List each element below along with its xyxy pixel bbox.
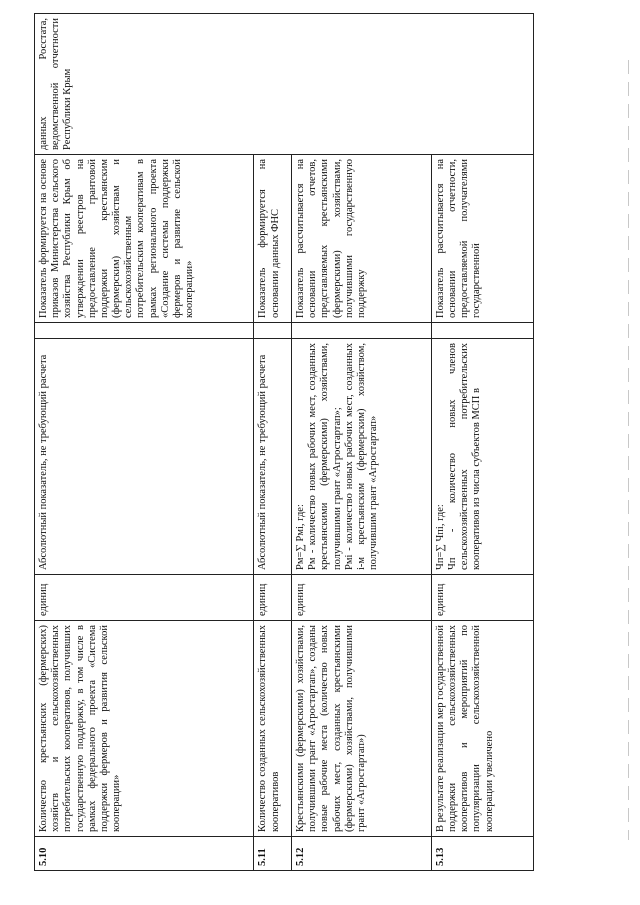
indicator-name: Количество созданных сельскохозяйственных кооперативов [254, 621, 292, 837]
formula-line: Чп=∑ Чпi, где: [434, 504, 446, 570]
row-number: 5.12 [292, 837, 432, 871]
empty-cell [254, 323, 292, 339]
formula-definition: Чп - количество новых членов сельскохозяйственных потребительских кооперативов из числа субъектов МСП в [447, 343, 483, 570]
empty-cell [431, 323, 533, 339]
method-cell [292, 339, 432, 575]
source-cell: Показатель формируется на основании данных ФНС [254, 155, 292, 323]
continuation-source-cell: данных Росстата, ведомственной отчетности Республики Крым [35, 14, 534, 155]
formula-line: Рм=∑ Рмi, где: [295, 504, 307, 570]
rotated-document-page [34, 14, 534, 871]
empty-cell [292, 323, 432, 339]
method-cell [431, 339, 533, 575]
indicator-name: Крестьянскими (фермерскими) хозяйствами, получившими грант «Агростартап», созданы новые рабочие места (количество новых рабочих мест, созданных крестьянскими (фермерскими) хозяйствами, получившими грант «Агростартап») [292, 621, 432, 837]
source-cell: Показатель рассчитывается на основании отчетов, представляемых крестьянскими (фермерскими) хозяйствами, получившими государственную поддержку [292, 155, 432, 323]
indicator-table [34, 13, 534, 871]
source-cell: Показатель формируется на основе приказов Министерства сельского хозяйства Республики Крым об утверждении реестров на предоставление грантовой поддержки крестьянским (фермерским) хозяйствам и сельскохозяйственным потребительским кооперативам в рамках регионального проекта «Создание системы поддержки фермеров и развитие сельской кооперации» [35, 155, 254, 323]
unit-cell: единиц [292, 575, 432, 621]
row-number: 5.13 [431, 837, 533, 871]
row-number: 5.11 [254, 837, 292, 871]
unit-cell: единиц [254, 575, 292, 621]
indicator-name: Количество крестьянских (фермерских) хозяйств и сельскохозяйственных потребительских кооперативов, получивших государственную поддержку, в том числе в рамках федерального проекта «Система поддержки фермеров и развития сельской кооперации» [35, 621, 254, 837]
table-row-5-10 [35, 14, 254, 871]
method-cell: Абсолютный показатель, не требующий расчета [254, 339, 292, 575]
row-number: 5.10 [35, 837, 254, 871]
empty-cell [35, 323, 254, 339]
formula-definition: Рмi - количество новых рабочих мест, созданных i-м крестьянским (фермерским) хозяйством, получившим грант «Агростартап» [343, 343, 380, 570]
method-cell: Абсолютный показатель, не требующий расчета [35, 339, 254, 575]
formula-definition: Рм - количество новых рабочих мест, созданных крестьянскими (фермерскими) хозяйствами, получившими грант «Агростартап»; [307, 343, 343, 570]
unit-cell: единиц [35, 575, 254, 621]
source-cell: Показатель рассчитывается на основании отчетности, предоставляемой получателями государственной [431, 155, 533, 323]
scan-artifact-line [628, 60, 629, 840]
unit-cell: единиц [431, 575, 533, 621]
indicator-name: В результате реализации мер государственной поддержки сельскохозяйственных кооперативов и мероприятий по популяризации сельскохозяйственной кооперации увеличено [431, 621, 533, 837]
